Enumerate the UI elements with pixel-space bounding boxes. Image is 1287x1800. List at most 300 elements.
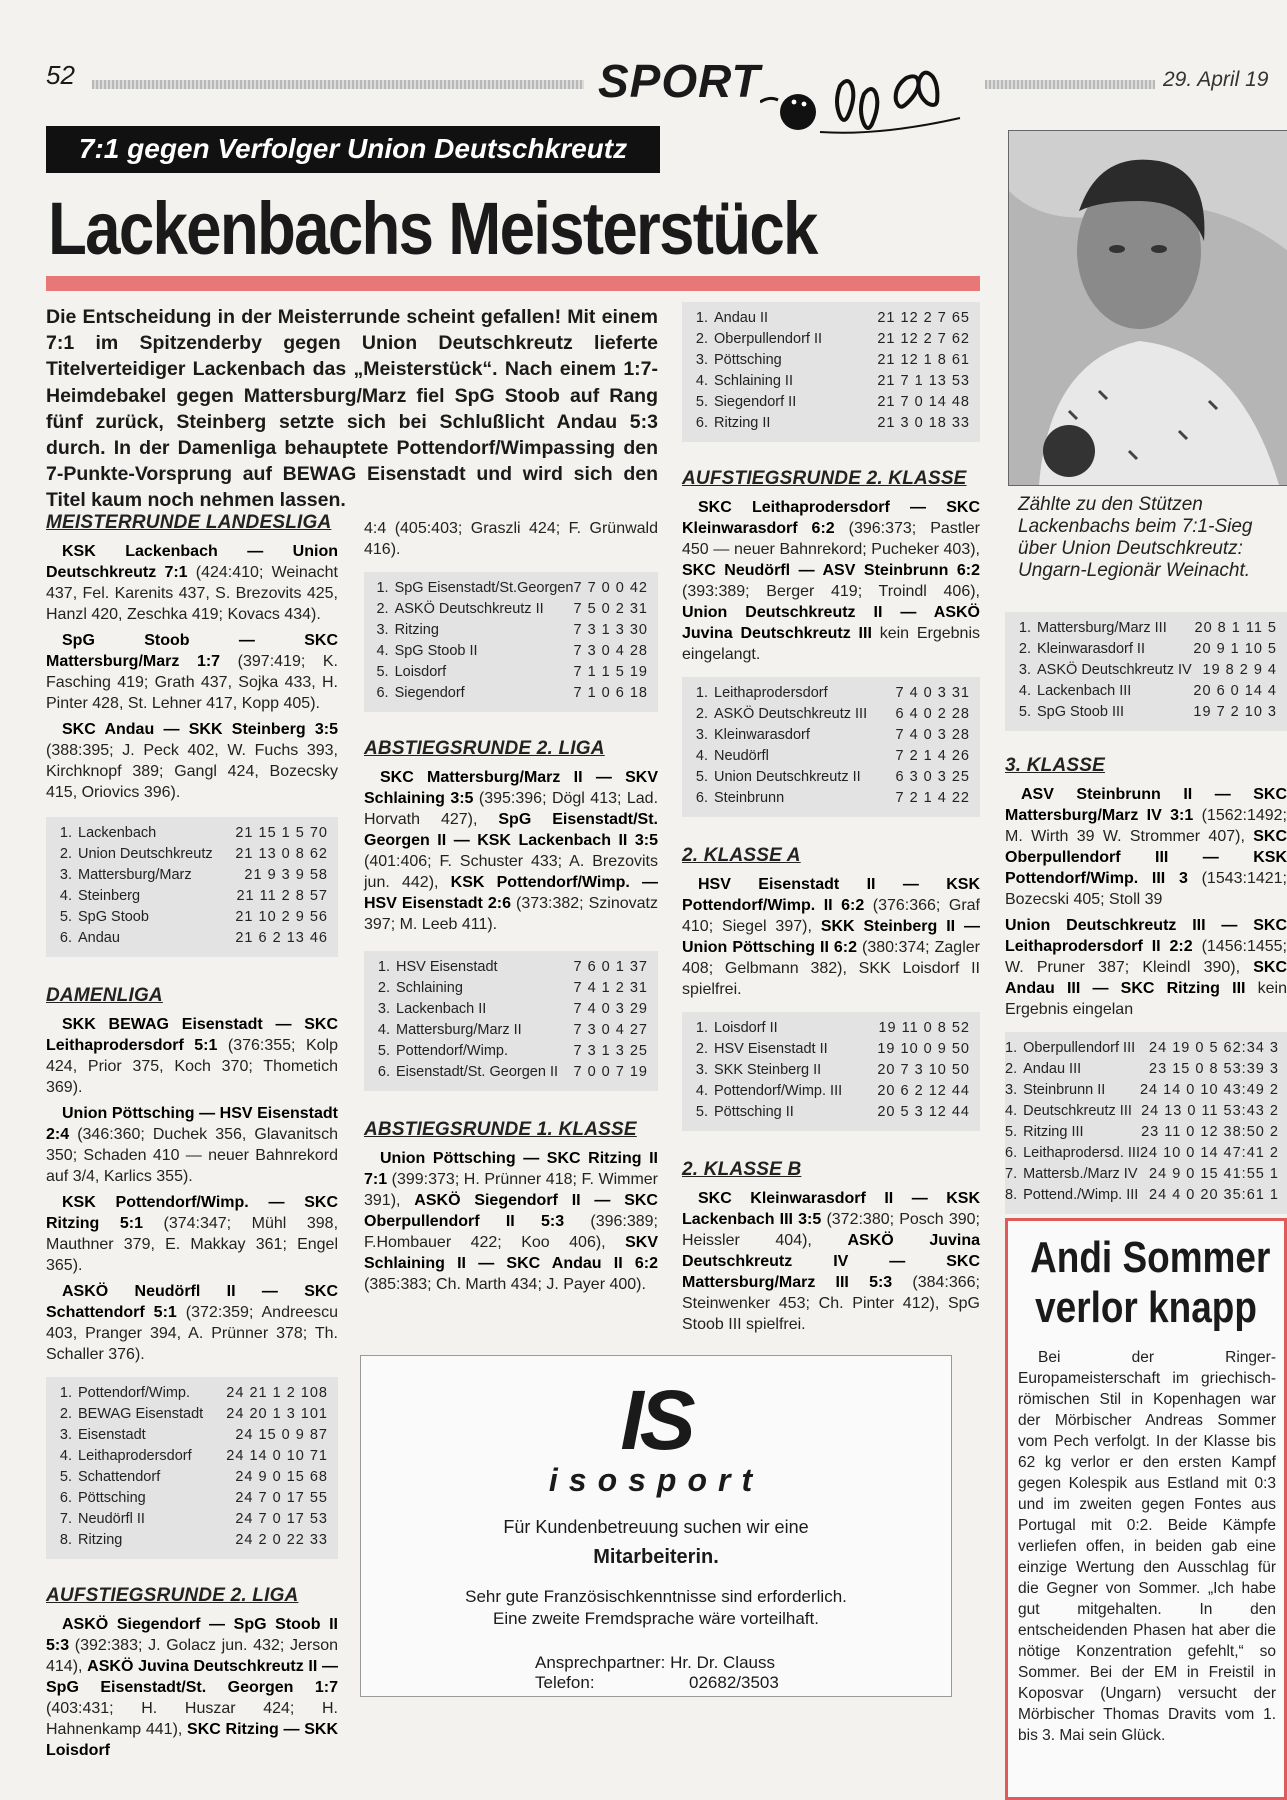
match-report [1005,784,1287,910]
match-report [46,630,338,714]
table-row [364,1062,658,1083]
team-cell: Deutschkreutz III [1023,1103,1132,1119]
photo-caption: Zählte zu den Stützen Lackenbachs beim 7:1-Sieg über Union Deutschkreutz: Ungarn-Legionär Weinacht. [1018,494,1253,581]
andi-sommer-article [1005,1218,1287,1800]
table-row [1005,618,1287,639]
match-result: KSK Lackenbach — Union Deutschkreutz 7:1 [46,543,338,581]
table-row [1005,1080,1287,1101]
team-cell: Kleinwarasdorf II [1037,641,1145,657]
stats-cell: 21 7 0 14 48 [877,394,970,410]
rank-cell: 7. [59,1511,72,1527]
stats-cell: 21 12 2 7 65 [877,310,970,326]
aufstieg-2klasse-heading: AUFSTIEGSRUNDE 2. KLASSE [682,468,967,489]
meisterrunde-heading: MEISTERRUNDE LANDESLIGA [46,512,332,533]
match-detail: (372:380; Posch 390; Heissler 404), [682,1211,980,1249]
issue-date: 29. April 19 [1163,68,1269,91]
stats-cell: 21 10 2 9 56 [235,909,328,925]
team-cell: Ritzing [394,622,439,638]
team-cell: Eisenstadt/St. Georgen II [396,1064,559,1080]
table-row [1005,702,1287,723]
match-detail: (372:359; Andreescu 403, Pranger 394, A. Prünner 378; Th. Schaller 376). [46,1304,338,1363]
rank-cell: 6. [1005,1145,1018,1161]
team-cell: Pottendorf/Wimp. III [714,1083,843,1099]
table-row [682,1102,980,1123]
rank-cell: 6. [59,1490,72,1506]
3klasse-heading: 3. KLASSE [1005,755,1105,776]
stats-cell: 24 2 0 22 33 [235,1532,328,1548]
team-cell: Neudörfl [714,748,769,764]
table-row [46,1530,338,1551]
rank-cell: 2. [377,980,390,996]
match-result: Union Deutschkreutz II — ASKÖ Juvina Deutschkreutz III [682,604,980,642]
table-row [682,746,980,767]
match-report [682,1188,980,1335]
stats-cell: 20 5 3 12 44 [877,1104,970,1120]
stats-cell: 20 8 1 11 5 [1194,620,1277,636]
table-row [1005,1122,1287,1143]
team-cell: Loisdorf II [714,1020,778,1036]
match-detail: (403:431; H. Huszar 424; H. Hahnenkamp 441), [46,1700,338,1738]
stats-cell: 20 6 2 12 44 [877,1083,970,1099]
team-cell: Mattersburg/Marz [78,867,192,883]
rank-cell: 2. [1005,1061,1018,1077]
standings-table [364,572,658,712]
team-cell: Andau [78,930,120,946]
match-result: Union Deutschkreutz III — SKC Leithaprodersdorf II 2:2 [1005,917,1287,955]
table-row [364,999,658,1020]
table-row [682,704,980,725]
match-result: ASKÖ Juvina Deutschkreutz II — SpG Eisenstadt/St. Georgen 1:7 [46,1658,338,1696]
ad-contact [535,1653,951,1693]
match-detail: (376:366; Graf 410; Siegel 397), [682,897,980,935]
team-cell: Steinbrunn [714,790,785,806]
stats-cell: 23 11 0 12 38:50 2 [1141,1124,1279,1140]
stats-cell: 7 3 0 4 27 [573,1022,648,1038]
stats-cell: 21 3 0 18 33 [877,415,970,431]
table-row [682,329,980,350]
match-result: SKK Steinberg II — Union Pöttsching II 6:2 [682,918,981,956]
rank-cell: 5. [695,769,708,785]
rank-cell: 8. [59,1532,72,1548]
rank-cell: 3. [59,867,72,883]
rank-cell: 7. [1005,1166,1018,1182]
match-report [46,1614,338,1761]
rank-cell: 1. [1018,620,1031,636]
match-detail: (1562:1492; M. Wirth 39 W. Strommer 407), [1005,807,1287,845]
column-3 [682,302,980,1340]
table-row [364,599,658,620]
match-detail: (373:382; Szinovatz 397; M. Leeb 411). [364,895,658,933]
team-cell: Ritzing [78,1532,123,1548]
team-cell: HSV Eisenstadt [396,959,498,975]
stats-cell: 20 6 0 14 4 [1193,683,1277,699]
rank-cell: 4. [695,373,708,389]
team-cell: Leithaprodersd. III [1023,1145,1140,1161]
match-detail: (384:366; Steinwenker 453; Ch. Pinter 412), SpG Stoob III spielfrei. [682,1274,981,1333]
team-cell: Oberpullendorf III [1023,1040,1136,1056]
table-row [682,1039,980,1060]
stats-cell: 21 6 2 13 46 [235,930,328,946]
stats-cell: 19 11 0 8 52 [878,1020,970,1036]
stats-cell: 24 10 0 14 47:41 2 [1139,1145,1279,1161]
table-row [364,620,658,641]
match-detail: (346:360; Duchek 356, Glavanitsch 350; Schaden 410 — neuer Bahnrekord auf 3/4, Karlics 355). [46,1126,338,1185]
section-title: SPORT [598,55,761,107]
team-cell: Mattersb./Marz IV [1023,1166,1138,1182]
rank-cell: 2. [695,1041,708,1057]
rank-cell: 2. [1018,641,1031,657]
match-report [364,1148,658,1295]
stats-cell: 24 14 0 10 43:49 2 [1139,1082,1279,1098]
team-cell: Leithaprodersdorf [714,685,828,701]
stats-cell: 21 12 1 8 61 [877,352,970,368]
rank-cell: 2. [695,706,708,722]
stats-cell: 24 15 0 9 87 [235,1427,328,1443]
standings-table [682,302,980,442]
ad-line-3: Sehr gute Französischkenntnisse sind erforderlich. [465,1587,847,1606]
table-row [682,725,980,746]
team-cell: Pöttsching II [714,1104,794,1120]
match-result: SKC Ritzing — SKK Loisdorf [46,1721,338,1759]
table-row [682,1081,980,1102]
rank-cell: 5. [1005,1124,1018,1140]
isosport-ad [360,1355,952,1697]
rank-cell: 5. [377,1043,390,1059]
table-row [46,865,338,886]
rank-cell: 3. [1018,662,1031,678]
table-row [46,1404,338,1425]
match-detail: (376:355; Kolp 424, Prior 375, Koch 370; Thometich 369). [46,1037,339,1096]
table-row [46,1467,338,1488]
stats-cell: 6 3 0 3 25 [895,769,970,785]
phone-number: 02682/3503 [689,1673,779,1692]
rank-cell: 3. [695,352,708,368]
table-row [682,308,980,329]
match-result: ASV Steinbrunn II — SKC Mattersburg/Marz IV 3:1 [1005,786,1287,824]
stats-cell: 19 8 2 9 4 [1202,662,1277,678]
stats-cell: 24 21 1 2 108 [226,1385,328,1401]
stats-cell: 24 7 0 17 55 [235,1490,328,1506]
rank-cell: 6. [377,1064,390,1080]
rank-cell: 1. [376,580,389,596]
match-detail: kein Ergebnis eingelan [1005,980,1287,1018]
match-result: SKK BEWAG Eisenstadt — SKC Leithaprodersdorf 5:1 [46,1016,338,1054]
andi-headline-1: Andi Sommer [1030,1233,1271,1282]
stats-cell: 24 9 0 15 41:55 1 [1149,1166,1279,1182]
stats-cell: 24 14 0 10 71 [226,1448,328,1464]
stats-cell: 21 15 1 5 70 [235,825,328,841]
rank-cell: 3. [376,622,389,638]
stats-cell: 21 9 3 9 58 [244,867,328,883]
match-report [1005,915,1287,1020]
team-cell: Pottendorf/Wimp. [396,1043,509,1059]
table-row [682,767,980,788]
table-row [682,683,980,704]
match-detail: (392:383; J. Golacz jun. 432; Jerson 414), [46,1637,338,1675]
table-row [364,1041,658,1062]
stats-cell: 7 4 0 3 29 [573,1001,648,1017]
standings-table [682,1012,980,1131]
stats-cell: 7 2 1 4 22 [895,790,970,806]
match-result: SKC Leithaprodersdorf — SKC Kleinwarasdorf 6:2 [682,499,980,537]
ad-line-1: Für Kundenbetreuung suchen wir eine [503,1517,809,1537]
team-cell: BEWAG Eisenstadt [78,1406,204,1422]
stats-cell: 19 7 2 10 3 [1193,704,1277,720]
team-cell: SpG Stoob [78,909,149,925]
stats-cell: 7 0 0 7 19 [573,1064,648,1080]
rank-cell: 2. [59,846,72,862]
column-1 [46,512,338,1766]
match-result: Union Pöttsching — HSV Eisenstadt 2:4 [46,1105,338,1143]
team-cell: Ritzing II [714,415,771,431]
headline: Lackenbachs Meisterstück [48,187,817,270]
rank-cell: 3. [59,1427,72,1443]
2klasse-a-heading: 2. KLASSE A [682,845,801,866]
standings-table [46,1377,338,1559]
standings-table [364,951,658,1091]
stats-cell: 7 4 0 3 28 [895,727,970,743]
table-row [364,578,658,599]
stats-cell: 24 20 1 3 101 [226,1406,328,1422]
match-report [46,1281,338,1365]
table-row [364,978,658,999]
rank-cell: 5. [376,664,389,680]
rank-cell: 1. [377,959,390,975]
team-cell: Kleinwarasdorf [714,727,810,743]
match-result: SpG Eisenstadt/St. Georgen II — KSK Lackenbach II 3:5 [364,811,659,849]
match-result: SKC Oberpullendorf III — KSK Pottendorf/Wimp. III 3 [1005,828,1287,887]
table-row [1005,639,1287,660]
rank-cell: 8. [1005,1187,1018,1203]
table-row [1005,1164,1287,1185]
headline-underline [46,276,980,291]
stats-cell: 7 3 1 3 25 [573,1043,648,1059]
match-result: SKC Kleinwarasdorf II — KSK Lackenbach III 3:5 [682,1190,980,1228]
stats-cell: 7 5 0 2 31 [573,601,648,617]
match-report [46,1103,338,1187]
stats-cell: 6 4 0 2 28 [895,706,970,722]
standings-table [1005,1032,1287,1214]
stats-cell: 24 9 0 15 68 [235,1469,328,1485]
match-report [682,874,980,1000]
stats-cell: 21 12 2 7 62 [877,331,970,347]
match-detail: (385:383; Ch. Marth 434; J. Payer 400). [364,1276,646,1293]
stats-cell: 20 7 3 10 50 [877,1062,970,1078]
rank-cell: 4. [1005,1103,1018,1119]
2klasse-b-heading: 2. KLASSE B [682,1159,802,1180]
rank-cell: 5. [59,1469,72,1485]
stats-cell: 24 4 0 20 35:61 1 [1149,1187,1279,1203]
team-cell: Siegendorf II [714,394,797,410]
table-row [46,1488,338,1509]
rank-cell: 4. [695,748,708,764]
table-row [46,886,338,907]
andi-headline-2: verlor knapp [1035,1283,1257,1332]
team-cell: Union Deutschkreutz [78,846,213,862]
stats-cell: 7 3 1 3 30 [573,622,648,638]
team-cell: Neudörfl II [78,1511,145,1527]
rank-cell: 5. [1018,704,1031,720]
rank-cell: 4. [59,1448,72,1464]
match-detail-continued: 4:4 (405:403; Graszli 424; F. Grünwald 416). [364,520,658,558]
stats-cell: 7 7 0 0 42 [573,580,648,596]
header-rule-left [92,80,584,89]
match-detail: (380:374; Zagler 408; Gelbmann 382), SKK Loisdorf II spielfrei. [682,939,980,998]
rank-cell: 6. [695,790,708,806]
match-detail: (388:395; J. Peck 402, W. Fuchs 393, Kirchknopf 389; Gangl 424, Bozecsky 415, Oriovics 396). [46,742,338,801]
player-photo-drawing [1009,131,1287,485]
team-cell: Siegendorf [394,685,465,701]
isosport-brand: isosport [548,1462,764,1498]
team-cell: Schlaining [396,980,463,996]
table-row [682,350,980,371]
team-cell: SpG Stoob III [1037,704,1125,720]
ad-line-4: Eine zweite Fremdsprache wäre vorteilhaft. [493,1609,819,1628]
table-row [364,957,658,978]
match-result: KSK Pottendorf/Wimp. — HSV Eisenstadt 2:6 [364,874,658,912]
rank-cell: 3. [695,1062,708,1078]
match-result: SKC Mattersburg/Marz II — SKV Schlaining 3:5 [364,769,658,807]
match-detail: (397:419; K. Fasching 419; Grath 437, Sojka 433, H. Pinter 428, St. Lehner 417, Kopp 405). [46,653,338,712]
andi-body: Bei der Ringer-Europameisterschaft im griechisch-römischen Stil in Kopenhagen war der Mörbischer Andreas Sommer vom Pech verfolgt. In der Klasse bis 62 kg verlor er den ersten Kampf gegen Kolespik aus Estland mit 0:3 und im zweiten gegen Fontes aus Portugal mit 0:2. Beide Kämpfe verliefen offen, in beiden gab eine einzige Wertung den Ausschlag für die Gegner von Sommer. „Ich habe gut mitgehalten. In den entscheidenden Phasen hat aber die nötige Konzentration gefehlt,“ so Sommer. Bei der EM in Freistil in Koposvar (Ungarn) versucht der Mörbischer Thomas Dravits vom 1. bis 3. Mai sein Glück. [1018,1349,1276,1744]
table-row [364,662,658,683]
rank-cell: 6. [695,415,708,431]
player-photo [1008,130,1287,486]
stats-cell: 7 4 1 2 31 [573,980,648,996]
rank-cell: 4. [376,643,389,659]
rank-cell: 4. [59,888,72,904]
table-row [682,392,980,413]
rank-cell: 1. [695,685,708,701]
match-detail: (1543:1421; Bozecski 405; Stoll 39 [1005,870,1287,908]
team-cell: Pöttsching [714,352,782,368]
match-result: SKC Andau III — SKC Ritzing III [1005,959,1287,997]
team-cell: Mattersburg/Marz III [1037,620,1167,636]
standings-table [46,817,338,957]
rank-cell: 3. [1005,1082,1018,1098]
match-detail: (396:373; Pastler 450 — neuer Bahnrekord; Pucheker 403), [682,520,980,558]
team-cell: Union Deutschkreutz II [714,769,861,785]
damenliga-heading: DAMENLIGA [46,985,163,1006]
table-row [1005,1038,1287,1059]
stats-cell: 19 10 0 9 50 [877,1041,970,1057]
stats-cell: 7 6 0 1 37 [573,959,648,975]
table-row [682,1018,980,1039]
stats-cell: 21 7 1 13 53 [877,373,970,389]
match-report [364,767,658,935]
rank-cell: 3. [377,1001,390,1017]
table-row [682,788,980,809]
match-detail: (396:389; F.Hombauer 422; Koo 406), [364,1213,658,1251]
stats-cell: 7 2 1 4 26 [895,748,970,764]
stats-cell: 7 4 0 3 31 [895,685,970,701]
team-cell: Steinberg [78,888,141,904]
team-cell: Mattersburg/Marz II [396,1022,522,1038]
team-cell: Andau III [1023,1061,1082,1077]
team-cell: Ritzing III [1023,1124,1084,1140]
team-cell: Lackenbach III [1037,683,1132,699]
abstieg-2liga-heading: ABSTIEGSRUNDE 2. LIGA [364,738,605,759]
contact-name: Hr. Dr. Clauss [670,1653,775,1672]
table-row [364,641,658,662]
table-row [46,823,338,844]
team-cell: SpG Eisenstadt/St.Georgen [394,580,574,596]
rank-cell: 1. [695,1020,708,1036]
match-report [46,541,338,625]
match-report [46,719,338,803]
kicker: 7:1 gegen Verfolger Union Deutschkreutz [46,126,660,173]
abstieg-1klasse-heading: ABSTIEGSRUNDE 1. KLASSE [364,1119,637,1140]
ad-line-2: Mitarbeiterin. [593,1546,719,1568]
standings-table [682,677,980,817]
column-4 [1005,612,1287,1224]
isosport-logo: IS [620,1373,692,1467]
table-row [1005,1059,1287,1080]
match-result: KSK Pottendorf/Wimp. — SKC Ritzing 5:1 [46,1194,338,1232]
rank-cell: 5. [695,1104,708,1120]
team-cell: Lackenbach II [396,1001,487,1017]
match-result: SKV Schlaining II — SKC Andau II 6:2 [364,1234,658,1272]
table-row [364,683,658,704]
page-number: 52 [46,60,75,90]
table-row [46,928,338,949]
match-result: SpG Stoob — SKC Mattersburg/Marz 1:7 [46,632,338,670]
rank-cell: 1. [59,825,72,841]
team-cell: SpG Stoob II [394,643,478,659]
table-row [682,371,980,392]
team-cell: SKK Steinberg II [714,1062,822,1078]
table-row [46,1425,338,1446]
stats-cell: 21 13 0 8 62 [235,846,328,862]
team-cell: Lackenbach [78,825,157,841]
stats-cell: 20 9 1 10 5 [1193,641,1277,657]
match-result: ASKÖ Juvina Deutschkreutz IV — SKC Mattersburg/Marz III 5:3 [682,1232,981,1291]
aufstieg-2liga-heading: AUFSTIEGSRUNDE 2. LIGA [46,1585,299,1606]
rank-cell: 2. [59,1406,72,1422]
phone-label: Telefon: [535,1673,595,1692]
rank-cell: 2. [695,331,708,347]
column-2 [364,518,658,1300]
stats-cell: 23 15 0 8 53:39 3 [1149,1061,1279,1077]
match-detail: kein Ergebnis eingelangt. [682,625,980,663]
team-cell: Andau II [714,310,769,326]
team-cell: Pöttsching [78,1490,146,1506]
rank-cell: 4. [1018,683,1031,699]
rank-cell: 2. [376,601,389,617]
team-cell: HSV Eisenstadt II [714,1041,828,1057]
match-detail: (374:347; Mühl 398, Mauthner 379, E. Makkay 361; Engel 365). [46,1215,339,1274]
stats-cell: 7 3 0 4 28 [573,643,648,659]
match-detail: (395:396; Dögl 413; Lad. Horvath 427), [364,790,659,828]
table-row [1005,1101,1287,1122]
team-cell: Loisdorf [394,664,447,680]
rank-cell: 1. [695,310,708,326]
team-cell: Leithaprodersdorf [78,1448,192,1464]
team-cell: ASKÖ Deutschkreutz IV [1037,662,1192,678]
table-row [1005,1143,1287,1164]
match-detail: (1456:1455; W. Pruner 387; Kleindl 390), [1005,938,1287,976]
rank-cell: 5. [695,394,708,410]
stats-cell: 24 19 0 5 62:34 3 [1149,1040,1279,1056]
match-detail: (393:389; Berger 419; Troindl 406), [682,583,980,600]
match-report [682,497,980,665]
team-cell: Oberpullendorf II [714,331,823,347]
standings-table [1005,612,1287,731]
stats-cell: 24 13 0 11 53:43 2 [1141,1103,1279,1119]
stats-cell: 7 1 0 6 18 [573,685,648,701]
stats-cell: 21 11 2 8 57 [236,888,328,904]
table-row [46,1383,338,1404]
